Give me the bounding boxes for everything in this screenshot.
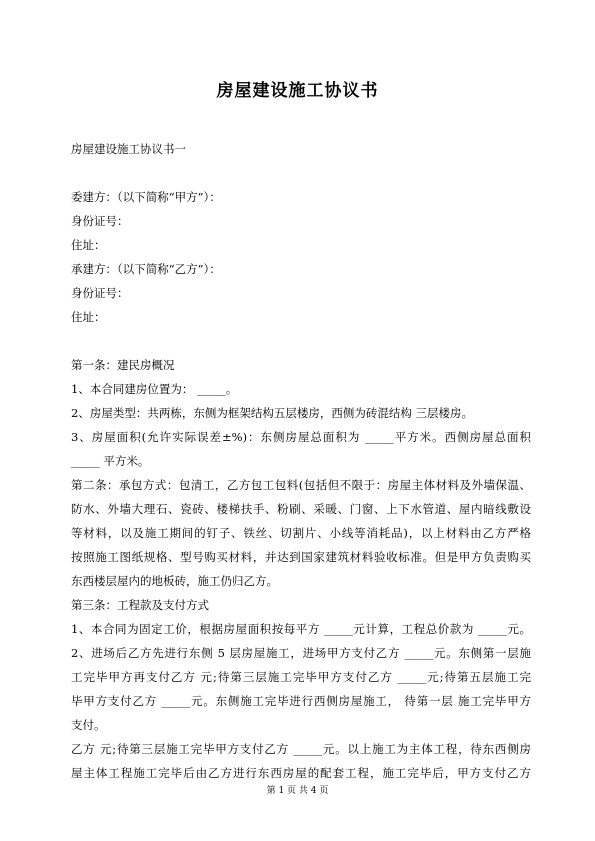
body-line: 支付。 <box>71 718 106 732</box>
body-line: 2、房屋类型：共两栋，东侧为框架结构五层楼房，西侧为砖混结构 三层楼房。 <box>71 406 473 420</box>
party-b-address-label: 住址： <box>71 310 106 324</box>
party-a-label: 委建方：（以下简称“甲方”）： <box>71 190 221 204</box>
document-subtitle: 房屋建设施工协议书一 <box>71 142 186 156</box>
body-line: 3、房屋面积(允许实际误差±%)：东侧房屋总面积为 _____平方米。西侧房屋总面积 <box>71 430 531 444</box>
page-number-footer: 第 1 页 共 4 页 <box>266 786 329 796</box>
body-line: 1、本合同为固定工价，根据房屋面积按每平方 _____元计算，工程总价款为 _____元。 <box>71 622 531 636</box>
party-a-address-label: 住址： <box>71 238 106 252</box>
body-line: 毕甲方支付乙方 _____元。东侧施工完毕进行西侧房屋施工， 待第一层 施工完毕甲方 <box>71 694 531 708</box>
body-line: 屋主体工程施工完毕后由乙方进行东西房屋的配套工程，施工完毕后，甲方支付乙方 <box>71 766 531 780</box>
body-line: 2、进场后乙方先进行东侧 5 层房屋施工，进场甲方支付乙方 _____元。东侧第一层施 <box>71 646 531 660</box>
article-1-heading: 第一条：建民房概况 <box>71 358 175 372</box>
party-b-label: 承建方：（以下简称“乙方”）： <box>71 262 221 276</box>
article-2-line: 第二条：承包方式：包清工，乙方包工包料(包括但不限于：房屋主体材料及外墙保温、 <box>71 478 531 492</box>
body-line: _____ 平方米。 <box>71 454 150 468</box>
body-line: 乙方 元;待第三层施工完毕甲方支付乙方 _____元。以上施工为主体工程，待东西侧房 <box>71 742 531 756</box>
party-a-id-label: 身份证号： <box>71 214 129 228</box>
party-b-id-label: 身份证号： <box>71 286 129 300</box>
body-line: 按照施工图纸规格、型号购买材料，并达到国家建筑材料验收标准。但是甲方负责购买 <box>71 550 531 564</box>
body-line: 1、本合同建房位置为： _____。 <box>71 382 238 396</box>
document-title: 房屋建设施工协议书 <box>216 81 379 101</box>
article-3-heading: 第三条：工程款及支付方式 <box>71 598 209 612</box>
body-line: 等材料，以及施工期间的钉子、铁丝、切割片、小线等消耗品)，以上材料由乙方严格 <box>71 526 531 540</box>
body-line: 工完毕甲方再支付乙方 元;待第三层施工完毕甲方支付乙方 _____元;待第五层施工完 <box>71 670 531 684</box>
body-line: 防水、外墙大理石、瓷砖、楼梯扶手、粉刷、采暖、门窗、上下水管道、屋内暗线敷设 <box>71 502 531 516</box>
body-line: 东西楼层屋内的地板砖，施工仍归乙方。 <box>71 574 278 588</box>
